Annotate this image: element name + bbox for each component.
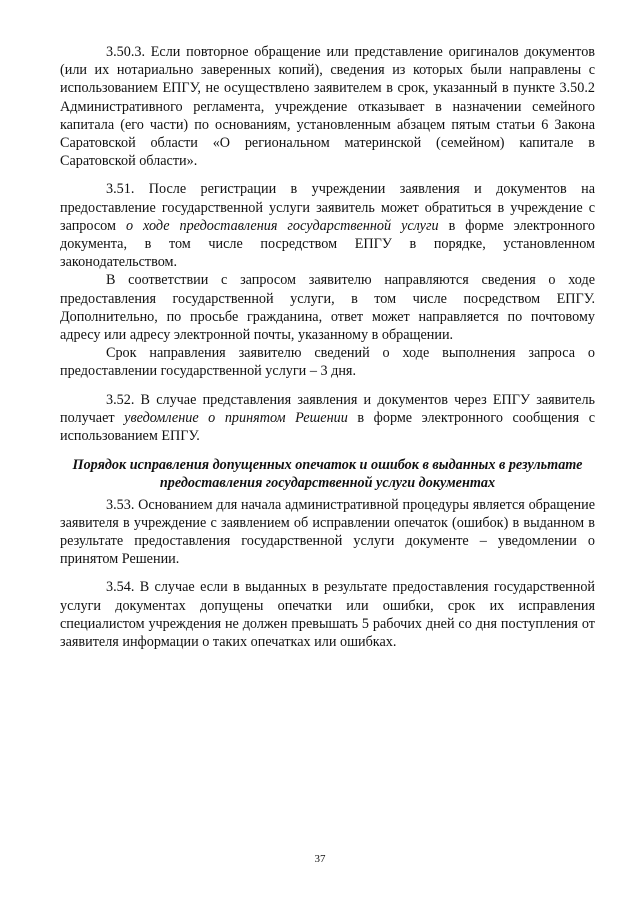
paragraph-3-51-text-start: 3.51. После регистрации в учреждении заявления и документов на предоставление государственной услуги заявитель может обратиться в учреждение с запросом — [60, 181, 595, 234]
paragraph-3-51-text-end: в форме электронного документа, в том числе посредством ЕПГУ в порядке, установленном законодательством. — [60, 217, 595, 271]
paragraph-3-52-emphasis: уведомление о принятом Решении — [124, 409, 348, 426]
paragraph-3-52-text-end: в форме электронного сообщения с использованием ЕПГУ. — [60, 409, 596, 445]
paragraph-3-52-text-start: 3.52. В случае представления заявления и документов через ЕПГУ заявитель получает — [60, 391, 595, 426]
paragraph-3-51-deadline: Срок направления заявителю сведений о ходе выполнения запроса о предоставлении государственной услуги – 3 дня. — [60, 345, 595, 380]
paragraph-3-51 — [60, 180, 595, 271]
paragraph-3-53: 3.53. Основанием для начала административной процедуры является обращение заявителя в учреждение с заявлением об исправлении опечаток (ошибок) в выданном в результате предоставления государственной услуги документе – уведомлении о принятом Решении. — [60, 496, 595, 568]
paragraph-3-54: 3.54. В случае если в выданных в результате предоставления государственной услуги документах допущены опечатки или ошибки, срок их исправления специалистом учреждения не должен превышать 5 рабочих дней со дня поступления от заявителя информации о таких опечатках или ошибках. — [60, 579, 595, 651]
section-heading: Порядок исправления допущенных опечаток и ошибок в выданных в результате предоставления государственной услуги документах — [72, 457, 583, 492]
paragraph-3-50-3: 3.50.3. Если повторное обращение или представление оригиналов документов (или их нотариально заверенных копий), сведения из которых были направлены с использованием ЕПГУ, не осуществлено заявителем в срок, указанный в пункте 3.50.2 Административного регламента, учреждение отказывает в назначении семейного капитала (его части) по основаниям, установленным абзацем пятым статьи 6 Закона Саратовской области «О региональном материнской (семейном) капитале в Саратовской области». — [60, 44, 595, 170]
paragraph-3-52 — [60, 391, 595, 446]
page-number: 37 — [314, 853, 326, 865]
page-body — [60, 43, 595, 651]
paragraph-3-51-emphasis: о ходе предоставления государственной услуги — [125, 217, 439, 234]
paragraph-3-51-response: В соответствии с запросом заявителю направляются сведения о ходе предоставления государственной услуги, в том числе посредством ЕПГУ. Дополнительно, по просьбе гражданина, ответ может направляется по почтовому адресу или адресу электронной почты, указанному в обращении. — [60, 272, 595, 344]
